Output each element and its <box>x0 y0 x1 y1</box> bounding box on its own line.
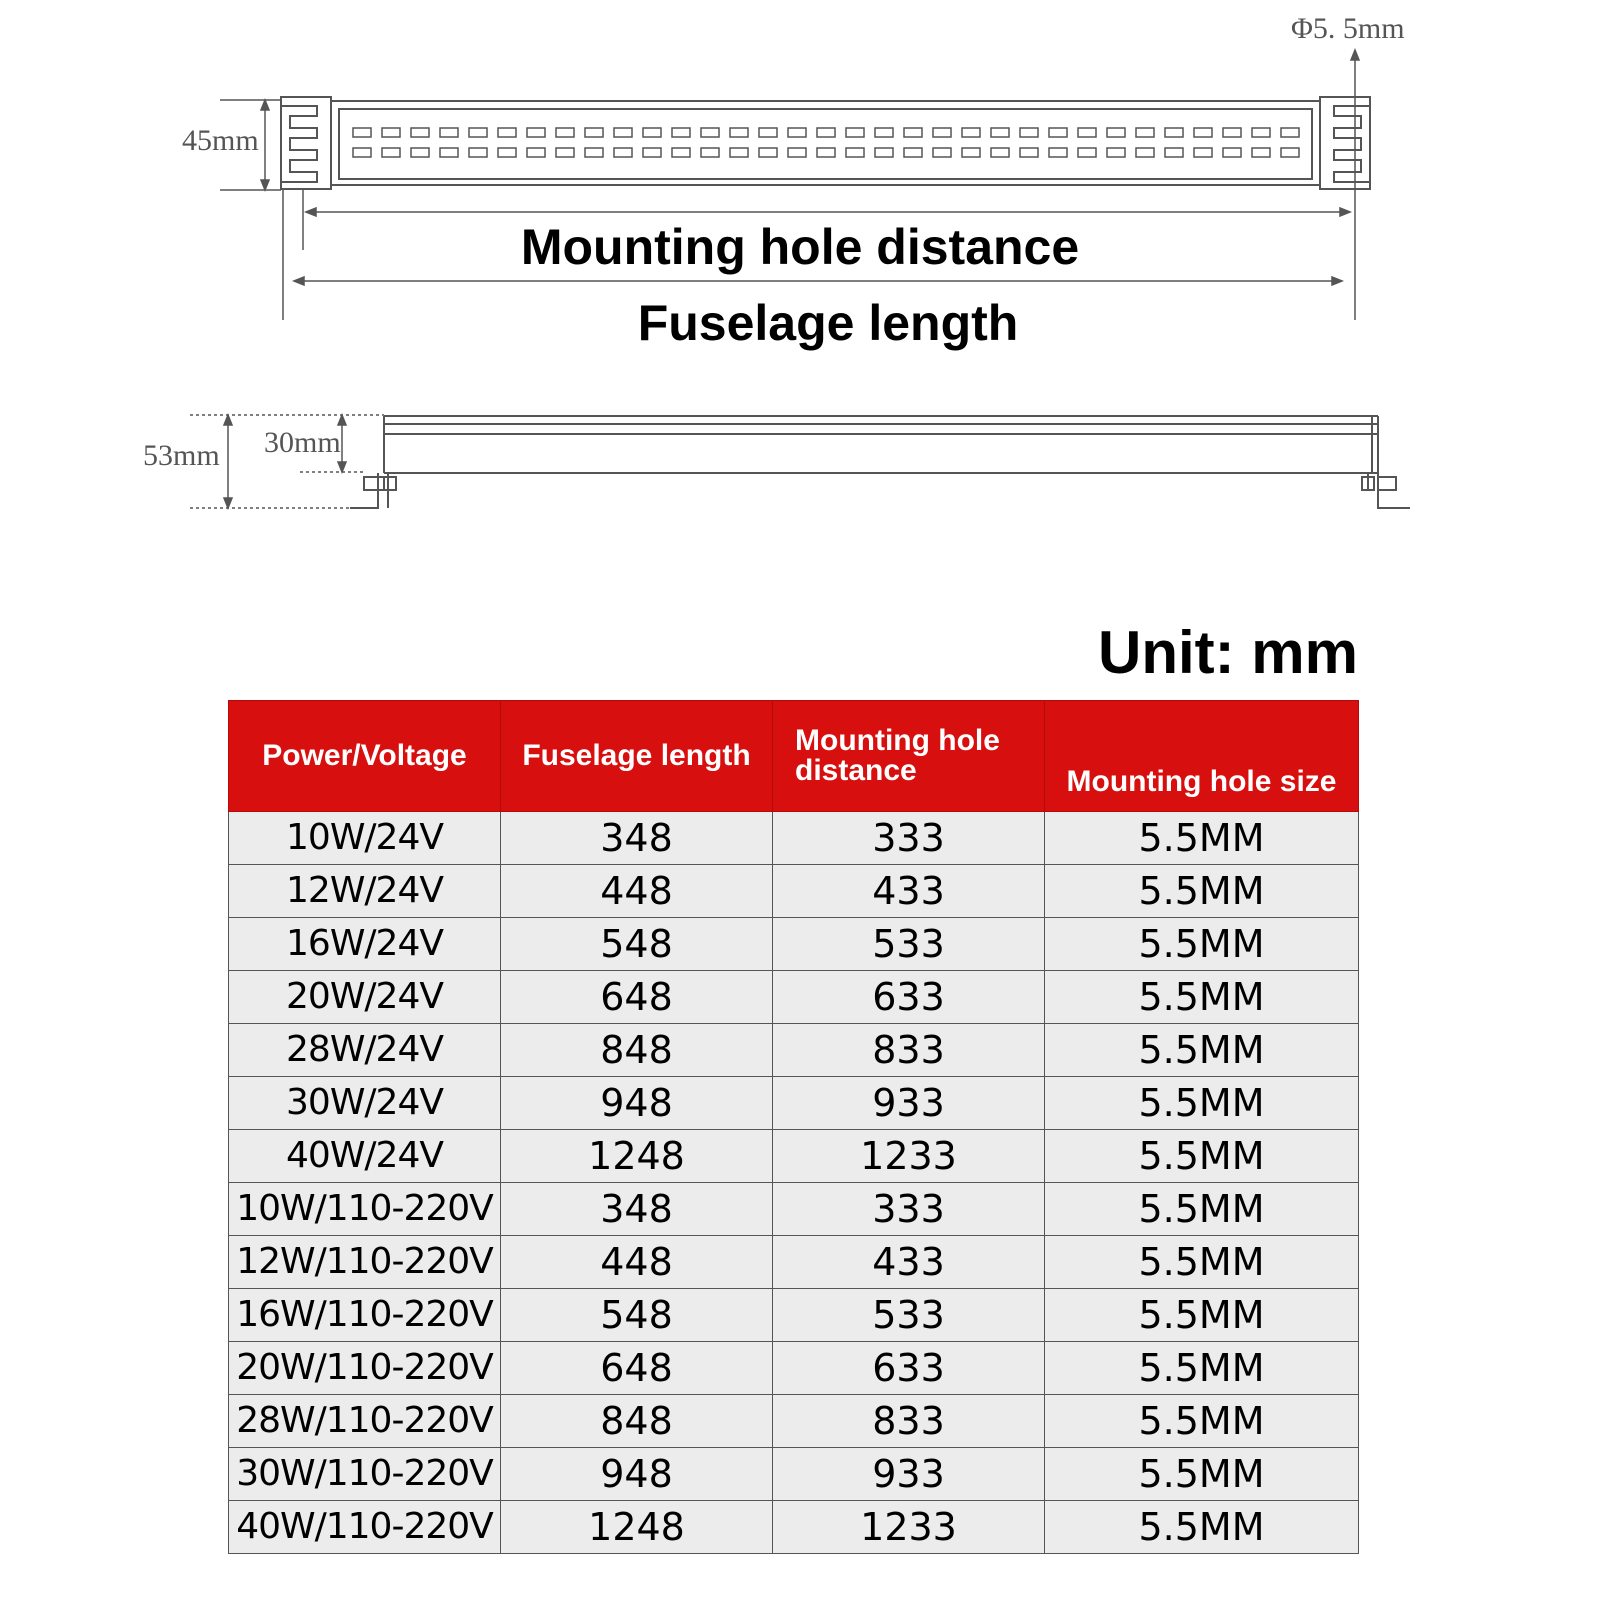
led-chip <box>498 148 516 157</box>
led-chip <box>556 148 574 157</box>
cell-mounting-hole-distance: 833 <box>773 1395 1045 1448</box>
led-chip <box>1194 128 1212 137</box>
led-chip <box>933 128 951 137</box>
table-row <box>229 1289 1359 1342</box>
led-chip <box>1049 128 1067 137</box>
table-header-row <box>229 701 1359 812</box>
cell-fuselage-length: 1248 <box>501 1130 773 1183</box>
cell-mounting-hole-distance: 933 <box>773 1077 1045 1130</box>
cell-fuselage-length: 348 <box>501 1183 773 1236</box>
cell-power-voltage: 28W/24V <box>229 1024 501 1077</box>
led-chip <box>730 148 748 157</box>
led-chip <box>701 148 719 157</box>
left-mount-slot <box>281 106 317 182</box>
led-chip <box>817 148 835 157</box>
right-mount-slot <box>1334 106 1370 182</box>
cell-fuselage-length: 1248 <box>501 1501 773 1554</box>
right-end-cap <box>1320 97 1370 189</box>
led-chip <box>353 128 371 137</box>
led-chip <box>1223 128 1241 137</box>
led-chip <box>527 148 545 157</box>
cell-power-voltage: 40W/24V <box>229 1130 501 1183</box>
table-row <box>229 918 1359 971</box>
table-row <box>229 971 1359 1024</box>
cell-mounting-hole-distance: 933 <box>773 1448 1045 1501</box>
led-chip <box>875 128 893 137</box>
led-chip <box>1078 128 1096 137</box>
led-chip <box>411 128 429 137</box>
led-chip <box>585 148 603 157</box>
mounting-hole-distance-label: Mounting hole distance <box>520 219 1080 275</box>
led-chip <box>1252 148 1270 157</box>
cell-mounting-hole-size: 5.5MM <box>1045 1183 1359 1236</box>
lamp-body-outer <box>331 101 1320 185</box>
cell-mounting-hole-size: 5.5MM <box>1045 918 1359 971</box>
cell-mounting-hole-distance: 533 <box>773 918 1045 971</box>
header-mounting-hole-distance: Mounting hole distance <box>773 701 1045 812</box>
table-row <box>229 1448 1359 1501</box>
led-chip <box>1223 148 1241 157</box>
led-chip <box>672 148 690 157</box>
cell-fuselage-length: 948 <box>501 1448 773 1501</box>
cell-fuselage-length: 848 <box>501 1024 773 1077</box>
cell-power-voltage: 40W/110-220V <box>229 1501 501 1554</box>
led-chip <box>1107 148 1125 157</box>
led-chip <box>672 128 690 137</box>
cell-fuselage-length: 448 <box>501 865 773 918</box>
cell-mounting-hole-distance: 833 <box>773 1024 1045 1077</box>
led-chip <box>817 128 835 137</box>
cell-mounting-hole-size: 5.5MM <box>1045 865 1359 918</box>
cell-mounting-hole-distance: 433 <box>773 1236 1045 1289</box>
cell-mounting-hole-distance: 433 <box>773 865 1045 918</box>
led-chip <box>440 128 458 137</box>
table-row <box>229 1024 1359 1077</box>
cell-mounting-hole-size: 5.5MM <box>1045 1077 1359 1130</box>
led-chip <box>933 148 951 157</box>
cell-mounting-hole-distance: 633 <box>773 1342 1045 1395</box>
led-chip <box>991 128 1009 137</box>
led-chip <box>962 148 980 157</box>
side-view <box>350 416 1410 508</box>
height-30-label: 30mm <box>264 426 341 459</box>
spec-table <box>228 700 1359 1554</box>
table-row <box>229 1395 1359 1448</box>
led-chip <box>1252 128 1270 137</box>
cell-mounting-hole-size: 5.5MM <box>1045 1395 1359 1448</box>
table-row <box>229 1342 1359 1395</box>
cell-power-voltage: 10W/110-220V <box>229 1183 501 1236</box>
led-chip <box>1049 148 1067 157</box>
height-53-label: 53mm <box>143 439 220 472</box>
led-chip <box>846 148 864 157</box>
cell-mounting-hole-size: 5.5MM <box>1045 1501 1359 1554</box>
fuselage-length-label: Fuselage length <box>637 295 1019 351</box>
table-row <box>229 1236 1359 1289</box>
led-chip <box>1107 128 1125 137</box>
led-chip <box>1165 148 1183 157</box>
led-chip <box>469 128 487 137</box>
cell-mounting-hole-distance: 333 <box>773 1183 1045 1236</box>
led-chip <box>846 128 864 137</box>
cell-power-voltage: 16W/24V <box>229 918 501 971</box>
cell-power-voltage: 30W/24V <box>229 1077 501 1130</box>
cell-mounting-hole-size: 5.5MM <box>1045 1236 1359 1289</box>
led-chip <box>875 148 893 157</box>
cell-power-voltage: 20W/24V <box>229 971 501 1024</box>
cell-power-voltage: 28W/110-220V <box>229 1395 501 1448</box>
cell-power-voltage: 12W/24V <box>229 865 501 918</box>
cell-fuselage-length: 948 <box>501 1077 773 1130</box>
table-row <box>229 1130 1359 1183</box>
led-chip <box>788 148 806 157</box>
cell-mounting-hole-distance: 633 <box>773 971 1045 1024</box>
led-chip <box>1281 128 1299 137</box>
height-45-label: 45mm <box>182 124 259 157</box>
led-chip <box>643 148 661 157</box>
led-chip <box>1194 148 1212 157</box>
led-chip <box>382 148 400 157</box>
cell-fuselage-length: 648 <box>501 971 773 1024</box>
led-chip <box>1020 128 1038 137</box>
unit-label: Unit: mm <box>1098 619 1358 686</box>
table-row <box>229 1077 1359 1130</box>
led-chip <box>1020 148 1038 157</box>
led-chip <box>382 128 400 137</box>
left-bracket-clip <box>364 477 384 490</box>
led-chip <box>469 148 487 157</box>
cell-fuselage-length: 648 <box>501 1342 773 1395</box>
table-row <box>229 1501 1359 1554</box>
led-grid <box>353 128 1299 157</box>
led-chip <box>614 128 632 137</box>
cell-power-voltage: 30W/110-220V <box>229 1448 501 1501</box>
cell-mounting-hole-size: 5.5MM <box>1045 1448 1359 1501</box>
cell-power-voltage: 12W/110-220V <box>229 1236 501 1289</box>
lamp-dimension-diagram <box>0 0 1600 600</box>
led-chip <box>411 148 429 157</box>
cell-mounting-hole-size: 5.5MM <box>1045 1289 1359 1342</box>
led-chip <box>527 128 545 137</box>
cell-fuselage-length: 548 <box>501 1289 773 1342</box>
cell-mounting-hole-distance: 533 <box>773 1289 1045 1342</box>
led-chip <box>498 128 516 137</box>
led-chip <box>991 148 1009 157</box>
led-chip <box>353 148 371 157</box>
led-chip <box>788 128 806 137</box>
cell-power-voltage: 10W/24V <box>229 812 501 865</box>
led-chip <box>904 148 922 157</box>
led-chip <box>614 148 632 157</box>
led-chip <box>701 128 719 137</box>
led-chip <box>759 148 777 157</box>
led-chip <box>1136 148 1154 157</box>
led-chip <box>1136 128 1154 137</box>
led-chip <box>904 128 922 137</box>
header-mounting-hole-size: Mounting hole size <box>1045 701 1359 812</box>
header-fuselage-length: Fuselage length <box>501 701 773 812</box>
cell-mounting-hole-size: 5.5MM <box>1045 971 1359 1024</box>
led-chip <box>440 148 458 157</box>
top-view <box>281 97 1370 189</box>
table-body <box>229 812 1359 1554</box>
cell-fuselage-length: 548 <box>501 918 773 971</box>
cell-mounting-hole-size: 5.5MM <box>1045 1342 1359 1395</box>
led-chip <box>556 128 574 137</box>
table-row <box>229 812 1359 865</box>
cell-mounting-hole-size: 5.5MM <box>1045 1024 1359 1077</box>
table-row <box>229 865 1359 918</box>
cell-fuselage-length: 848 <box>501 1395 773 1448</box>
cell-mounting-hole-size: 5.5MM <box>1045 1130 1359 1183</box>
lamp-body-inner <box>339 109 1312 179</box>
cell-fuselage-length: 348 <box>501 812 773 865</box>
cell-mounting-hole-distance: 333 <box>773 812 1045 865</box>
header-power-voltage: Power/Voltage <box>229 701 501 812</box>
led-chip <box>759 128 777 137</box>
led-chip <box>643 128 661 137</box>
led-chip <box>730 128 748 137</box>
left-end-cap <box>281 97 331 189</box>
led-chip <box>585 128 603 137</box>
led-chip <box>1281 148 1299 157</box>
led-chip <box>962 128 980 137</box>
led-chip <box>1165 128 1183 137</box>
table-row <box>229 1183 1359 1236</box>
cell-mounting-hole-distance: 1233 <box>773 1501 1045 1554</box>
led-chip <box>1078 148 1096 157</box>
cell-mounting-hole-distance: 1233 <box>773 1130 1045 1183</box>
cell-mounting-hole-size: 5.5MM <box>1045 812 1359 865</box>
cell-power-voltage: 16W/110-220V <box>229 1289 501 1342</box>
hole-diameter-label: Φ5. 5mm <box>1291 12 1405 45</box>
cell-fuselage-length: 448 <box>501 1236 773 1289</box>
cell-power-voltage: 20W/110-220V <box>229 1342 501 1395</box>
